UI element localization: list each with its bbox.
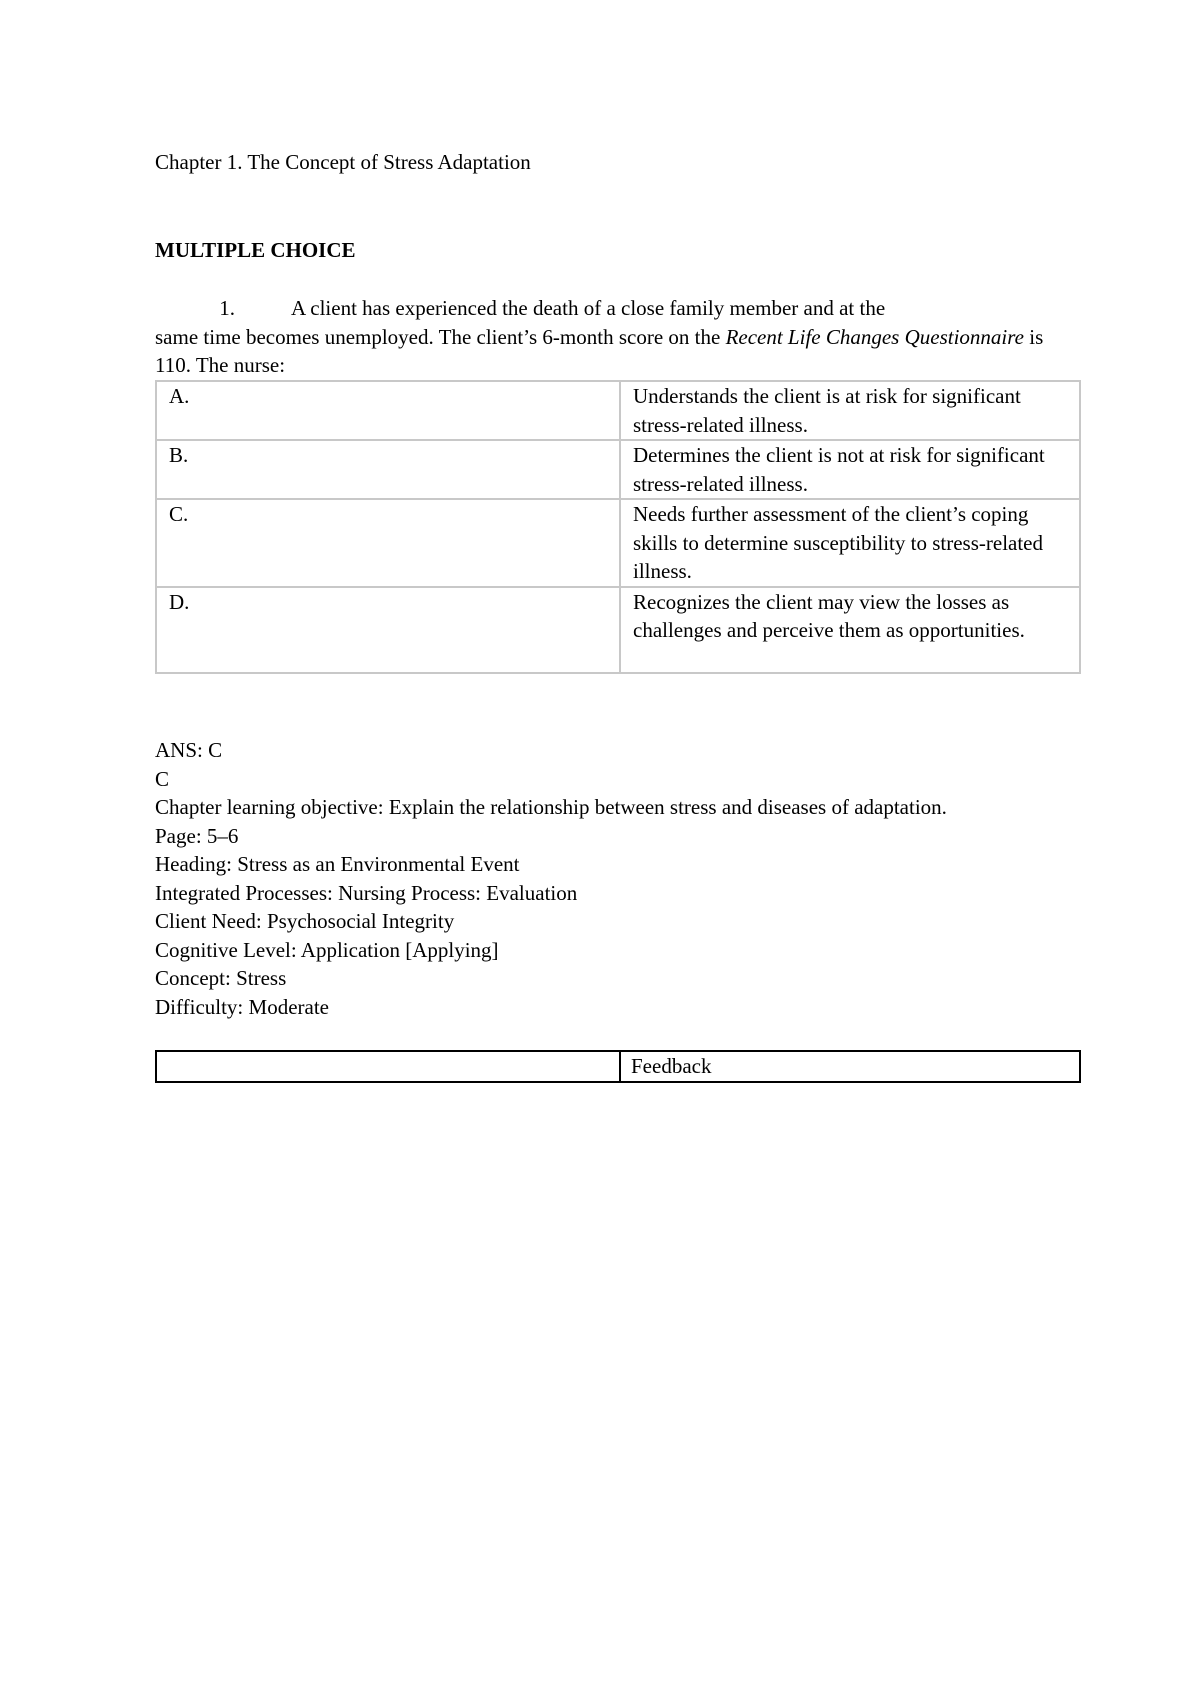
question-stem xyxy=(155,294,1081,380)
option-text: Needs further assessment of the client’s coping skills to determine susceptibility to stress-related illness. xyxy=(620,499,1080,587)
client-need: Client Need: Psychosocial Integrity xyxy=(155,909,455,933)
option-text: Recognizes the client may view the losses as challenges and perceive them as opportunities. xyxy=(620,587,1080,673)
option-row-c xyxy=(156,499,1080,587)
heading-reference: Heading: Stress as an Environmental Event xyxy=(155,852,520,876)
option-text: Understands the client is at risk for significant stress-related illness. xyxy=(620,381,1080,440)
concept: Concept: Stress xyxy=(155,966,287,990)
difficulty: Difficulty: Moderate xyxy=(155,994,329,1019)
option-text: Determines the client is not at risk for significant stress-related illness. xyxy=(620,440,1080,499)
question-text-before-italic: same time becomes unemployed. The client’s 6-month score on the xyxy=(155,324,726,349)
question-text-rest xyxy=(155,323,1081,380)
integrated-processes: Integrated Processes: Nursing Process: Evaluation xyxy=(155,880,578,905)
option-row-d xyxy=(156,587,1080,673)
feedback-empty-cell xyxy=(156,1051,620,1082)
option-row-b xyxy=(156,440,1080,499)
section-heading: MULTIPLE CHOICE xyxy=(155,238,356,262)
feedback-table xyxy=(155,1050,1081,1083)
chapter-title: Chapter 1. The Concept of Stress Adaptation xyxy=(155,150,531,174)
question-text-line1: A client has experienced the death of a close family member and at the xyxy=(291,296,886,320)
question-text-after-italic: is 110. The nurse: xyxy=(155,324,1044,377)
cognitive-level: Cognitive Level: Application [Applying] xyxy=(155,937,499,962)
page-reference: Page: 5–6 xyxy=(155,823,239,848)
option-letter: B. xyxy=(156,440,620,499)
option-letter: D. xyxy=(156,587,620,673)
question-first-line xyxy=(155,294,1081,323)
learning-objective: Chapter learning objective: Explain the relationship between stress and diseases of adaptation. xyxy=(155,795,947,819)
question-number: 1. xyxy=(219,296,235,320)
questionnaire-title: Recent Life Changes Questionnaire xyxy=(725,324,1024,349)
option-letter: C. xyxy=(156,499,620,587)
feedback-label: Feedback xyxy=(620,1051,1080,1082)
answer-letter: C xyxy=(155,766,170,791)
feedback-row xyxy=(156,1051,1080,1082)
answer-line: ANS: C xyxy=(155,738,223,762)
answer-metadata xyxy=(155,736,1081,1021)
option-row-a xyxy=(156,381,1080,440)
option-letter: A. xyxy=(156,381,620,440)
answer-options-table xyxy=(155,380,1081,674)
